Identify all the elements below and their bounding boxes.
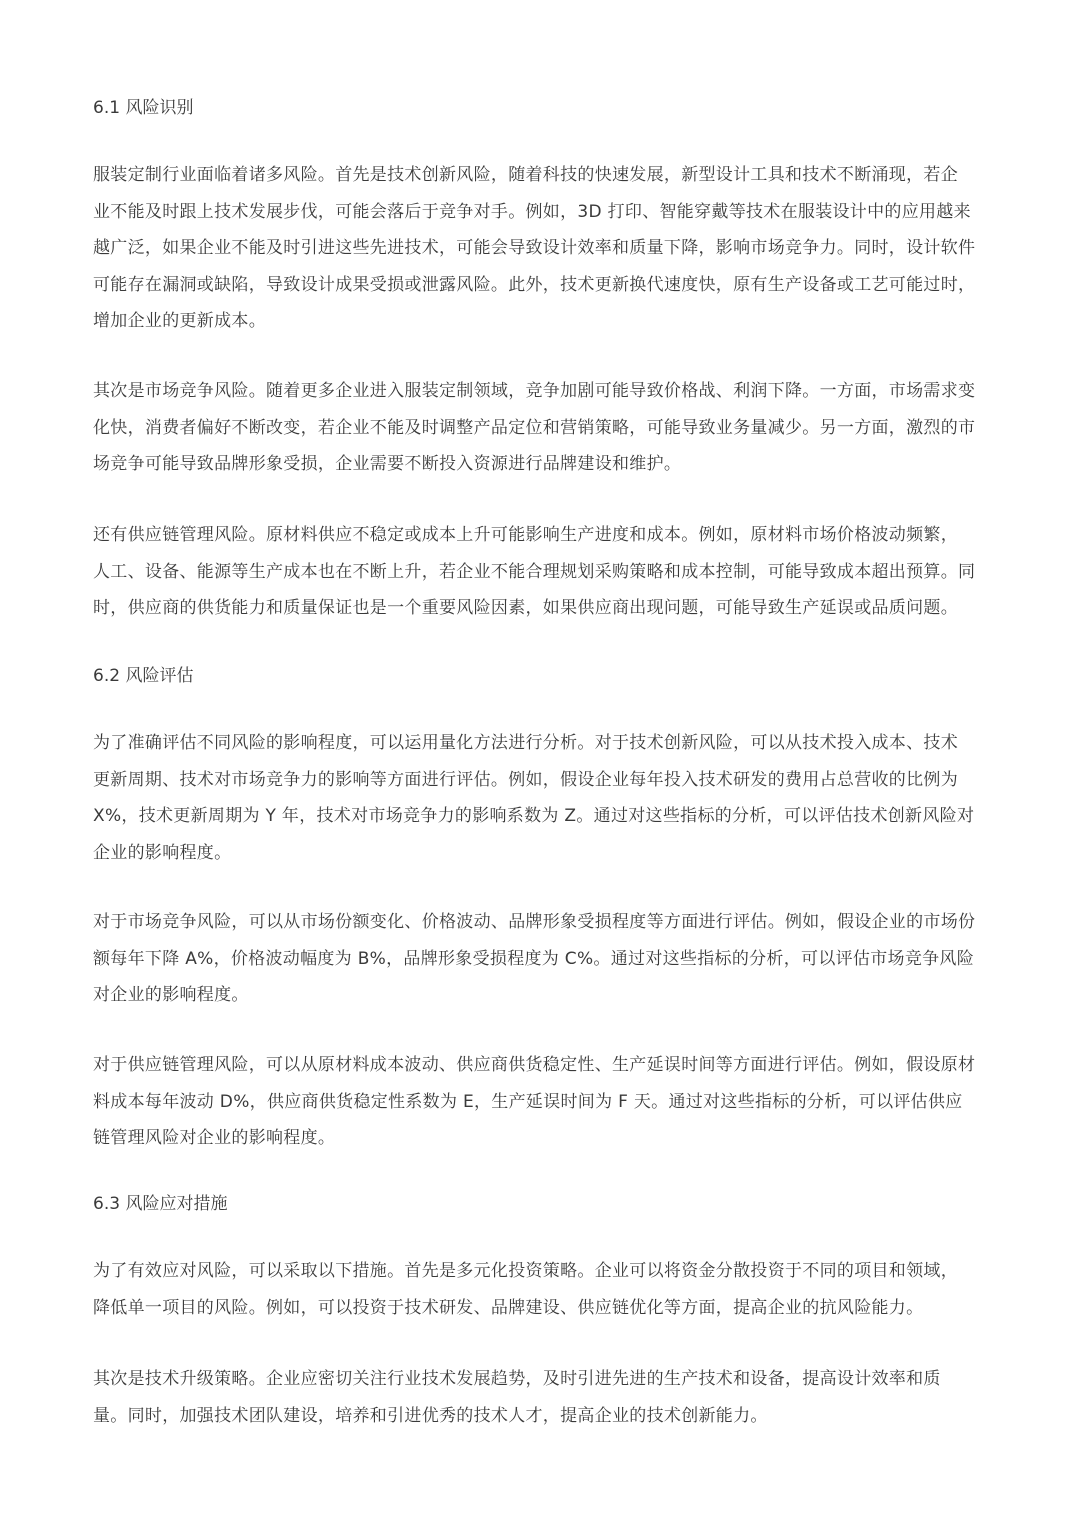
text-line: 企业的影响程度。	[93, 842, 232, 863]
text-line: 业不能及时跟上技术发展步伐，可能会落后于竞争对手。例如，3D 打印、智能穿戴等技术在服装设计中的应用越来	[93, 201, 971, 222]
text-line: 增加企业的更新成本。	[93, 311, 266, 331]
paragraph-technology-assessment	[93, 725, 989, 871]
paragraph-diversified-investment	[93, 1253, 989, 1326]
text-line: 其次是市场竞争风险。随着更多企业进入服装定制领域，竞争加剧可能导致价格战、利润下降。一方面，市场需求变	[93, 381, 976, 401]
paragraph-market-assessment	[93, 904, 989, 1014]
text-line: 链管理风险对企业的影响程度。	[93, 1128, 336, 1148]
paragraph-market-risk	[93, 373, 989, 483]
text-line: 为了准确评估不同风险的影响程度，可以运用量化方法进行分析。对于技术创新风险，可以从技术投入成本、技术	[93, 733, 958, 753]
text-line: 量。同时，加强技术团队建设，培养和引进优秀的技术人才，提高企业的技术创新能力。	[93, 1405, 768, 1426]
text-line: 料成本每年波动 D%，供应商供货稳定性系数为 E，生产延误时间为 F 天。通过对这些指标的分析，可以评估供应	[93, 1091, 963, 1112]
text-line: 服装定制行业面临着诸多风险。首先是技术创新风险，随着科技的快速发展，新型设计工具和技术不断涌现，若企	[93, 165, 958, 185]
text-line: 对企业的影响程度。	[93, 985, 249, 1005]
text-line: 对于市场竞争风险，可以从市场份额变化、价格波动、品牌形象受损程度等方面进行评估。例如，假设企业的市场份	[93, 912, 976, 932]
text-line: 降低单一项目的风险。例如，可以投资于技术研发、品牌建设、供应链优化等方面，提高企业的抗风险能力。	[93, 1297, 924, 1318]
text-line: 化快，消费者偏好不断改变，若企业不能及时调整产品定位和营销策略，可能导致业务量减少。另一方面，激烈的市	[93, 417, 976, 438]
section-heading-6-2: 6.2 风险评估	[93, 666, 194, 686]
text-line: 场竞争可能导致品牌形象受损，企业需要不断投入资源进行品牌建设和维护。	[93, 454, 682, 474]
text-line: 还有供应链管理风险。原材料供应不稳定或成本上升可能影响生产进度和成本。例如，原材料市场价格波动频繁，	[93, 525, 958, 545]
text-line: 其次是技术升级策略。企业应密切关注行业技术发展趋势，及时引进先进的生产技术和设备，提高设计效率和质	[93, 1369, 941, 1389]
text-line: 时，供应商的供货能力和质量保证也是一个重要风险因素，如果供应商出现问题，可能导致生产延误或品质问题。	[93, 598, 958, 618]
text-line: 为了有效应对风险，可以采取以下措施。首先是多元化投资策略。企业可以将资金分散投资于不同的项目和领域，	[93, 1261, 958, 1281]
text-line: 人工、设备、能源等生产成本也在不断上升，若企业不能合理规划采购策略和成本控制，可能导致成本超出预算。同	[93, 561, 976, 582]
paragraph-supply-chain-risk	[93, 517, 989, 627]
text-line: 额每年下降 A%，价格波动幅度为 B%，品牌形象受损程度为 C%。通过对这些指标的分析，可以评估市场竞争风险	[93, 948, 975, 969]
section-heading-6-3: 6.3 风险应对措施	[93, 1194, 228, 1214]
text-line: 可能存在漏洞或缺陷，导致设计成果受损或泄露风险。此外，技术更新换代速度快，原有生产设备或工艺可能过时，	[93, 274, 976, 295]
text-line: 更新周期、技术对市场竞争力的影响等方面进行评估。例如，假设企业每年投入技术研发的费用占总营收的比例为	[93, 769, 958, 790]
text-line: X%，技术更新周期为 Y 年，技术对市场竞争力的影响系数为 Z。通过对这些指标的分析，可以评估技术创新风险对	[93, 806, 975, 826]
paragraph-technology-risk	[93, 157, 989, 340]
paragraph-supply-chain-assessment	[93, 1047, 989, 1157]
text-line: 越广泛，如果企业不能及时引进这些先进技术，可能会导致设计效率和质量下降，影响市场竞争力。同时，设计软件	[93, 238, 976, 258]
paragraph-technology-upgrade	[93, 1361, 989, 1434]
section-heading-6-1: 6.1 风险识别	[93, 98, 194, 118]
text-line: 对于供应链管理风险，可以从原材料成本波动、供应商供货稳定性、生产延误时间等方面进行评估。例如，假设原材	[93, 1055, 976, 1075]
